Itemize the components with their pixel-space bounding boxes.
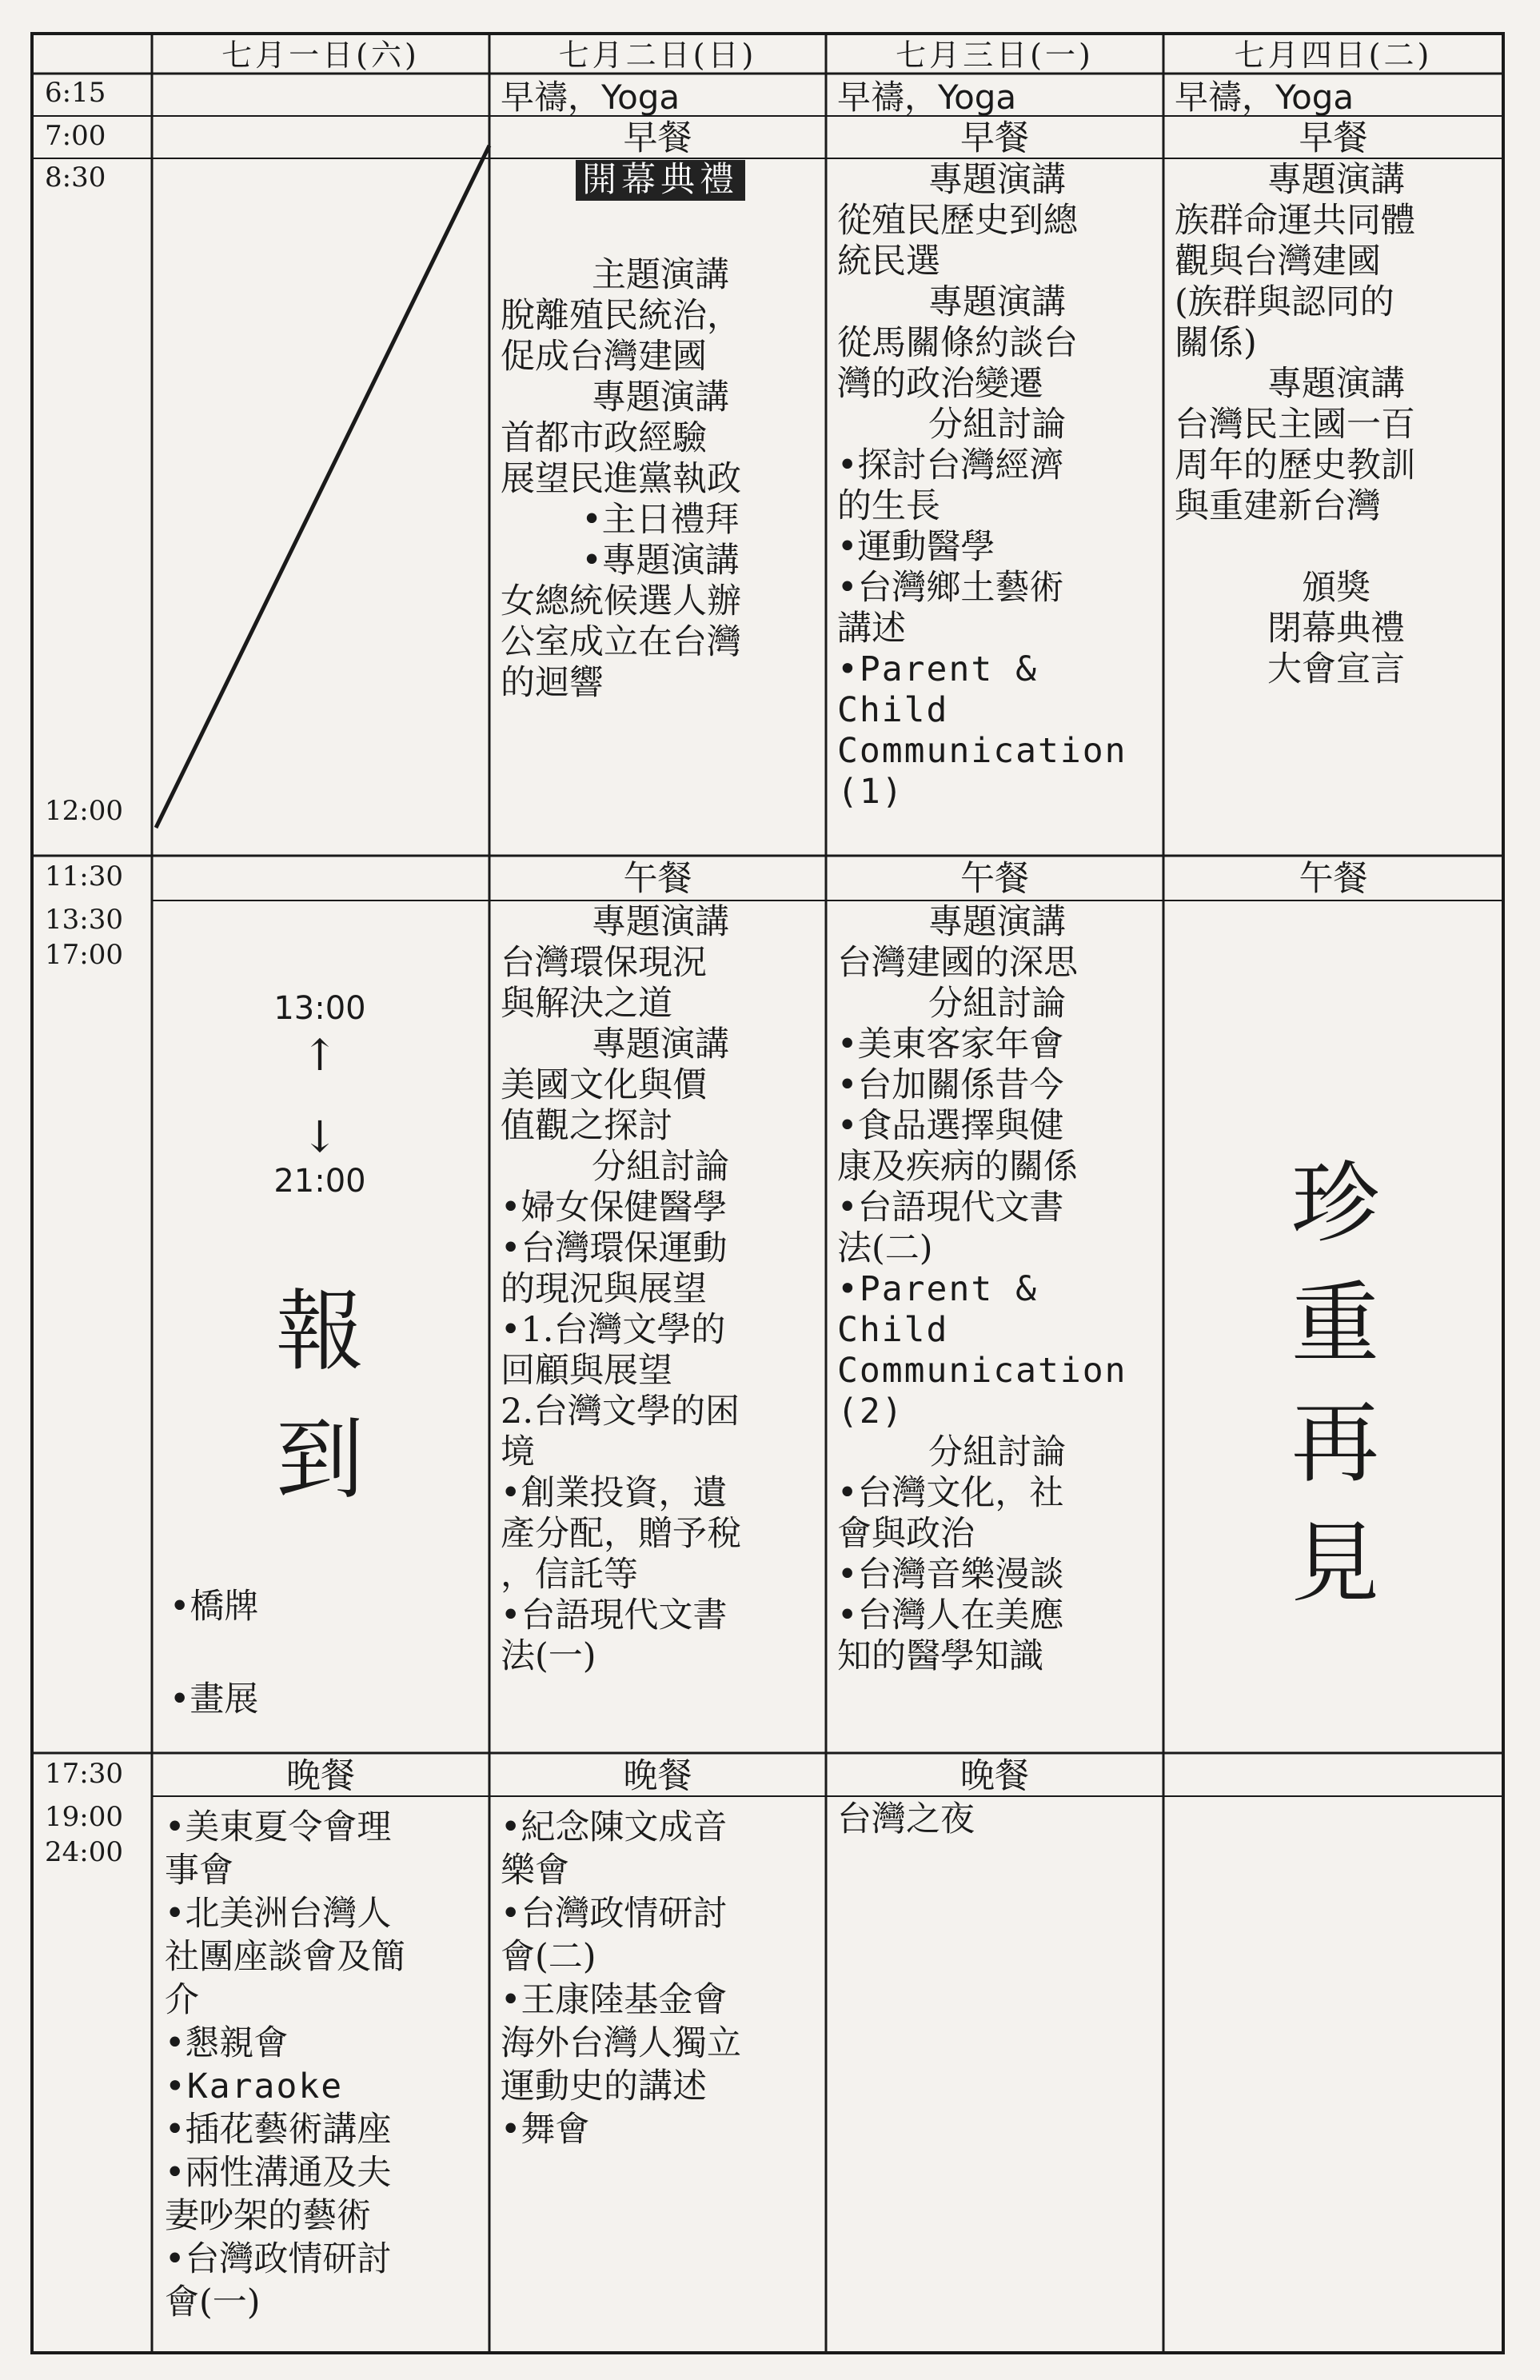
talk-line: 首都市政經驗 — [501, 418, 707, 458]
talk-line: (1) — [837, 772, 904, 812]
checkin-char: 到 — [276, 1408, 364, 1511]
talk-line: •台灣音樂漫談 — [837, 1555, 1064, 1595]
event-line: 運動史的講述 — [501, 2067, 707, 2106]
prayer-day2: 早禱，Yoga — [501, 78, 680, 117]
talk-heading: 專題演講 — [592, 1024, 729, 1064]
talk-line: •美東客家年會 — [837, 1024, 1064, 1064]
time-label: 8:30 — [45, 162, 106, 194]
breakfast-day3: 早餐 — [960, 118, 1029, 158]
talk-line: •台加關係昔今 — [837, 1065, 1064, 1105]
talk-line: Child — [837, 690, 949, 730]
talk-line: •Parent & — [837, 1269, 1038, 1309]
talk-line: 美國文化與價 — [501, 1065, 707, 1105]
talk-heading: 主題演講 — [592, 255, 729, 295]
talk-line: (族群與認同的 — [1175, 282, 1394, 322]
talk-line: 與解決之道 — [501, 984, 672, 1024]
header-day4: 七月四日(二) — [1234, 38, 1433, 73]
talk-heading: 專題演講 — [1267, 160, 1405, 200]
talk-heading: 分組討論 — [928, 1432, 1066, 1472]
talk-line: •專題演講 — [581, 541, 740, 581]
talk-line: •主日禮拜 — [581, 500, 740, 540]
event-line: •王康陸基金會 — [501, 1980, 728, 2020]
talk-line: •創業投資，遺 — [501, 1473, 728, 1513]
event-line: •台灣政情研討 — [501, 1894, 728, 1934]
talk-line: •運動醫學 — [837, 527, 995, 567]
farewell-char: 再 — [1291, 1392, 1379, 1495]
dinner-day2: 晚餐 — [623, 1756, 692, 1796]
talk-line: 講述 — [837, 609, 906, 649]
award-line: 頒獎 — [1302, 568, 1370, 608]
checkin-end-time: 21:00 — [273, 1163, 366, 1200]
talk-line: 2.台灣文學的困 — [501, 1392, 740, 1432]
talk-line: 回顧與展望 — [501, 1351, 672, 1391]
talk-line: ，信託等 — [501, 1555, 638, 1595]
talk-line: 法(二) — [837, 1228, 933, 1268]
talk-heading: 分組討論 — [592, 1147, 729, 1187]
checkin-char: 報 — [276, 1280, 364, 1383]
dinner-day3: 晚餐 — [960, 1756, 1029, 1796]
event-line: •兩性溝通及夫 — [165, 2153, 392, 2193]
event-line: •懇親會 — [165, 2023, 289, 2063]
talk-line: 與重建新台灣 — [1175, 486, 1381, 526]
talk-line: •台灣人在美應 — [837, 1595, 1064, 1635]
talk-line: 境 — [501, 1432, 535, 1472]
event-line: 海外台灣人獨立 — [501, 2023, 741, 2063]
time-label: 6:15 — [45, 77, 106, 109]
talk-line: 從馬關條約談台 — [837, 323, 1078, 363]
time-label: 17:30 — [45, 1758, 123, 1790]
talk-line: 從殖民歷史到總 — [837, 201, 1078, 241]
talk-line: 觀與台灣建國 — [1175, 242, 1381, 282]
event-line: 介 — [165, 1980, 199, 2020]
talk-line: •1.台灣文學的 — [501, 1310, 726, 1350]
farewell-char: 見 — [1291, 1512, 1379, 1615]
talk-line: 脫離殖民統治， — [501, 296, 741, 336]
time-label: 12:00 — [45, 795, 123, 827]
header-day2: 七月二日(日) — [558, 38, 757, 73]
talk-heading: 專題演講 — [928, 160, 1066, 200]
talk-line: •食品選擇與健 — [837, 1106, 1064, 1146]
evening-day3 — [837, 1799, 1157, 1840]
event-line: 事會 — [165, 1851, 233, 1891]
event-line: •Karaoke — [165, 2067, 344, 2106]
talk-line: •婦女保健醫學 — [501, 1188, 728, 1228]
event-line: •舞會 — [501, 2110, 590, 2150]
time-label: 17:00 — [45, 939, 123, 971]
closing-ceremony-line: 閉幕典禮 — [1267, 609, 1405, 649]
talk-line: 的迴響 — [501, 663, 604, 703]
evening-day2 — [501, 1806, 820, 2151]
talk-line: •探討台灣經濟 — [837, 445, 1064, 485]
lunch-day4: 午餐 — [1299, 859, 1368, 899]
talk-line: 台灣民主國一百 — [1175, 405, 1415, 445]
talk-line: 台灣環保現況 — [501, 943, 707, 983]
talk-heading: 分組討論 — [928, 405, 1066, 445]
afternoon-day3 — [837, 902, 1157, 1677]
talk-line: 促成台灣建國 — [501, 337, 707, 377]
talk-line: 周年的歷史教訓 — [1175, 445, 1415, 485]
spacer-line — [1175, 527, 1498, 568]
lunch-day3: 午餐 — [960, 859, 1029, 899]
dinner-day1: 晚餐 — [286, 1756, 355, 1796]
talk-line: 公室成立在台灣 — [501, 622, 741, 662]
talk-line: •台語現代文書 — [837, 1188, 1064, 1228]
talk-heading: 專題演講 — [1267, 364, 1405, 404]
talk-heading: 專題演講 — [928, 282, 1066, 322]
talk-line: 族群命運共同體 — [1175, 201, 1415, 241]
talk-line: 統民選 — [837, 242, 940, 282]
diagonal-strike — [156, 146, 489, 828]
talk-heading: 專題演講 — [592, 377, 729, 417]
talk-line: 關係) — [1175, 323, 1257, 363]
talk-line: 台灣建國的深思 — [837, 943, 1078, 983]
talk-heading: 分組討論 — [928, 984, 1066, 1024]
time-label: 19:00 — [45, 1801, 123, 1833]
event-line: 樂會 — [501, 1851, 569, 1891]
time-label: 7:00 — [45, 120, 106, 152]
art-exhibit-item: •畫展 — [170, 1679, 259, 1719]
event-line: 會(一) — [165, 2282, 261, 2322]
morning-day4 — [1175, 160, 1498, 690]
talk-line: •Parent & — [837, 649, 1038, 689]
talk-line: 知的醫學知識 — [837, 1636, 1043, 1676]
prayer-day4: 早禱，Yoga — [1175, 78, 1354, 117]
event-line: 台灣之夜 — [837, 1799, 975, 1839]
lunch-day2: 午餐 — [623, 859, 692, 899]
morning-day2 — [501, 160, 820, 704]
bridge-item: •橋牌 — [170, 1587, 259, 1627]
farewell-char: 重 — [1291, 1272, 1379, 1375]
talk-line: 法(一) — [501, 1636, 596, 1676]
breakfast-day4: 早餐 — [1299, 118, 1368, 158]
talk-heading: 專題演講 — [928, 902, 1066, 942]
talk-line: 女總統候選人辦 — [501, 581, 741, 621]
header-day3: 七月三日(一) — [896, 38, 1094, 73]
talk-line: 產分配，贈予稅 — [501, 1514, 741, 1554]
talk-line: Communication — [837, 1351, 1127, 1391]
talk-line: •台灣鄉土藝術 — [837, 568, 1064, 608]
event-line: •紀念陳文成音 — [501, 1807, 728, 1847]
talk-line: 值觀之探討 — [501, 1106, 672, 1146]
time-label: 11:30 — [45, 861, 123, 892]
farewell-char: 珍 — [1291, 1152, 1379, 1255]
header-day1: 七月一日(六) — [221, 38, 420, 73]
event-line: •北美洲台灣人 — [165, 1894, 392, 1934]
checkin-start-time: 13:00 — [273, 990, 366, 1027]
talk-line: 的生長 — [837, 486, 940, 526]
talk-line: 會與政治 — [837, 1514, 975, 1554]
breakfast-day2: 早餐 — [623, 118, 692, 158]
declaration-line: 大會宣言 — [1267, 649, 1405, 689]
evening-day1 — [165, 1806, 485, 2324]
talk-line: Communication — [837, 731, 1127, 771]
event-line: •台灣政情研討 — [165, 2239, 392, 2279]
talk-line: 康及疾病的關係 — [837, 1147, 1078, 1187]
event-line: •插花藝術講座 — [165, 2110, 392, 2150]
talk-line: 展望民進黨執政 — [501, 459, 741, 499]
talk-line: •台灣文化，社 — [837, 1473, 1064, 1513]
afternoon-day2 — [501, 902, 820, 1677]
up-arrow-icon: ↑ — [301, 1030, 338, 1080]
talk-line: 的現況與展望 — [501, 1269, 707, 1309]
talk-line: Child — [837, 1310, 949, 1350]
event-line: 會(二) — [501, 1937, 596, 1977]
talk-heading: 專題演講 — [592, 902, 729, 942]
talk-line: (2) — [837, 1392, 904, 1432]
time-label: 24:00 — [45, 1836, 123, 1868]
event-line: 社團座談會及簡 — [165, 1937, 405, 1977]
event-line: 妻吵架的藝術 — [165, 2196, 371, 2236]
talk-line: •台灣環保運動 — [501, 1228, 728, 1268]
event-line: •美東夏令會理 — [165, 1807, 392, 1847]
prayer-day3: 早禱，Yoga — [837, 78, 1017, 117]
morning-day3 — [837, 160, 1157, 813]
opening-ceremony-label: 開幕典禮 — [576, 160, 745, 201]
down-arrow-icon: ↓ — [301, 1112, 338, 1162]
talk-line: •台語現代文書 — [501, 1595, 728, 1635]
talk-line: 灣的政治變遷 — [837, 364, 1043, 404]
time-label: 13:30 — [45, 904, 123, 936]
